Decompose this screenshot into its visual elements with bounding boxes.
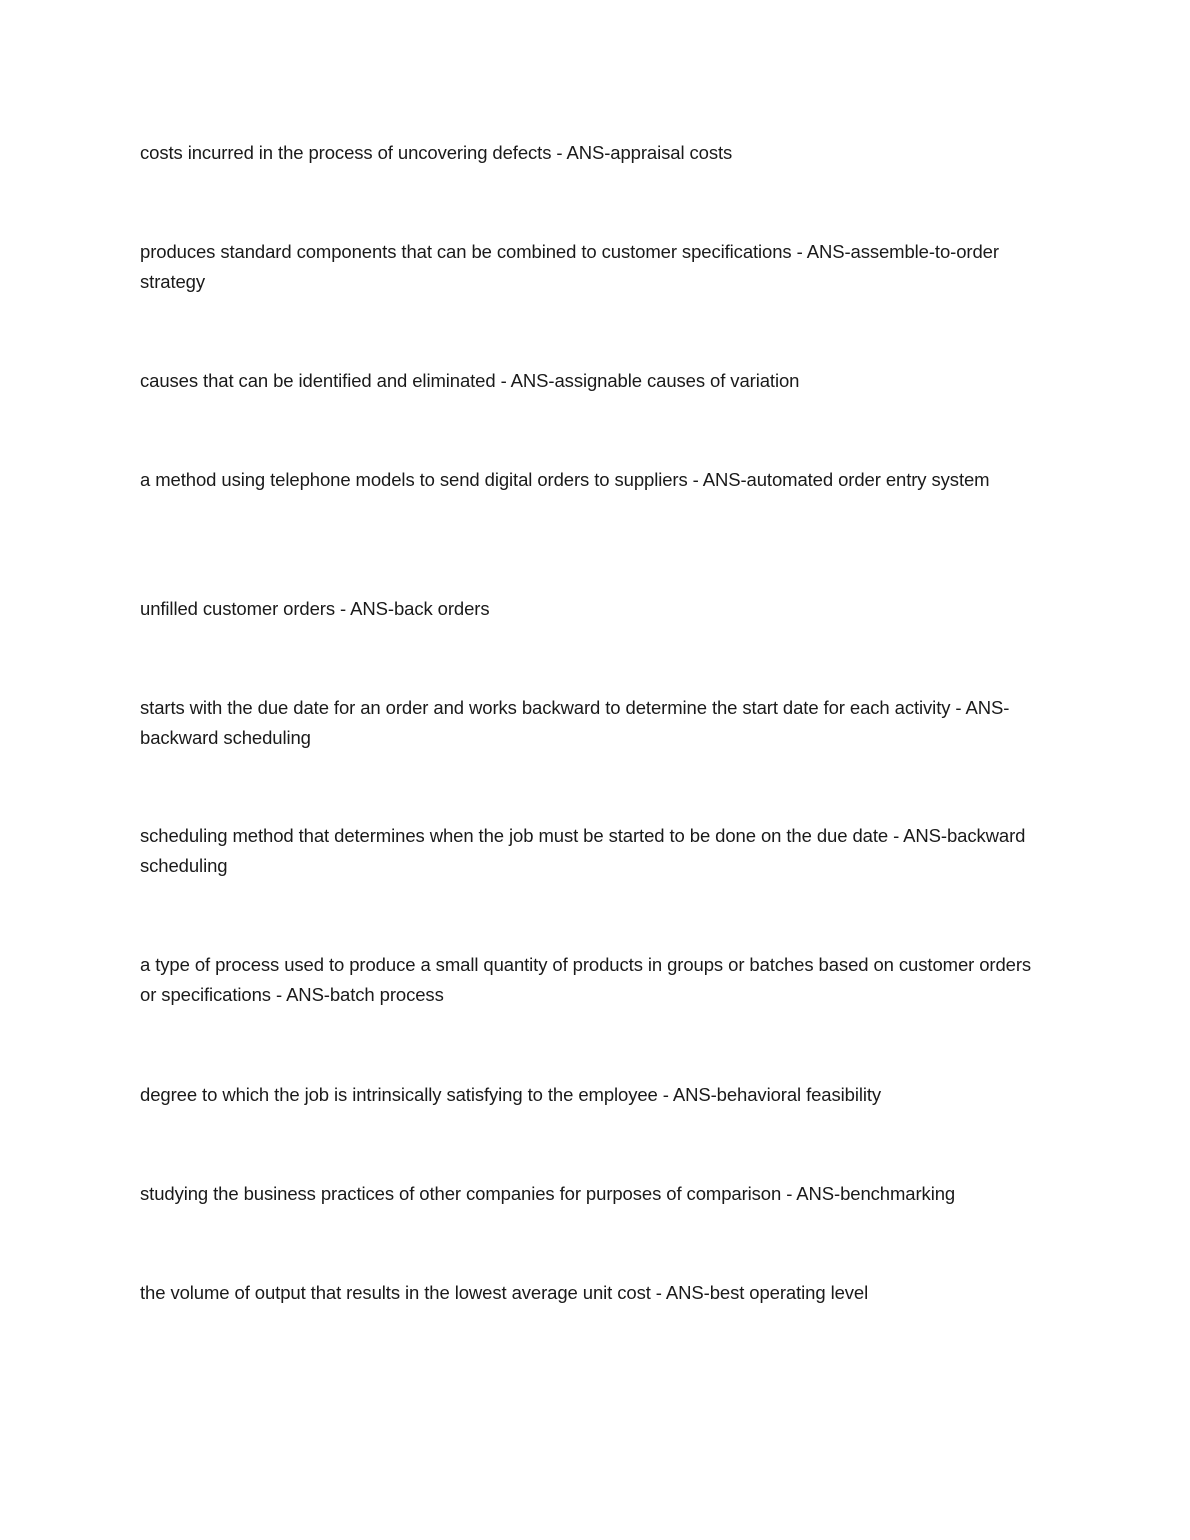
glossary-entry-assemble-to-order: produces standard components that can be combined to customer specifications - ANS-assemble-to-order strategy (140, 241, 999, 292)
glossary-entry-automated-order-entry: a method using telephone models to send digital orders to suppliers - ANS-automated order entry system (140, 469, 990, 490)
glossary-entry-behavioral-feasibility: degree to which the job is intrinsically satisfying to the employee - ANS-behavioral feasibility (140, 1084, 882, 1105)
glossary-entry-assignable-causes: causes that can be identified and eliminated - ANS-assignable causes of variation (140, 370, 800, 391)
glossary-entry-appraisal-costs: costs incurred in the process of uncovering defects - ANS-appraisal costs (140, 142, 733, 163)
glossary-entry-backward-scheduling-1: starts with the due date for an order and works backward to determine the start date for each activity - ANS-backward scheduling (140, 697, 1010, 748)
glossary-entry-back-orders: unfilled customer orders - ANS-back orders (140, 598, 490, 619)
glossary-entry-backward-scheduling-2: scheduling method that determines when the job must be started to be done on the due date - ANS-backward scheduling (140, 825, 1026, 876)
glossary-entry-benchmarking: studying the business practices of other companies for purposes of comparison - ANS-benchmarking (140, 1183, 956, 1204)
glossary-entry-batch-process: a type of process used to produce a small quantity of products in groups or batches based on customer orders or specifications - ANS-batch process (140, 954, 1032, 1005)
glossary-entry-best-operating-level: the volume of output that results in the lowest average unit cost - ANS-best operating level (140, 1282, 869, 1303)
